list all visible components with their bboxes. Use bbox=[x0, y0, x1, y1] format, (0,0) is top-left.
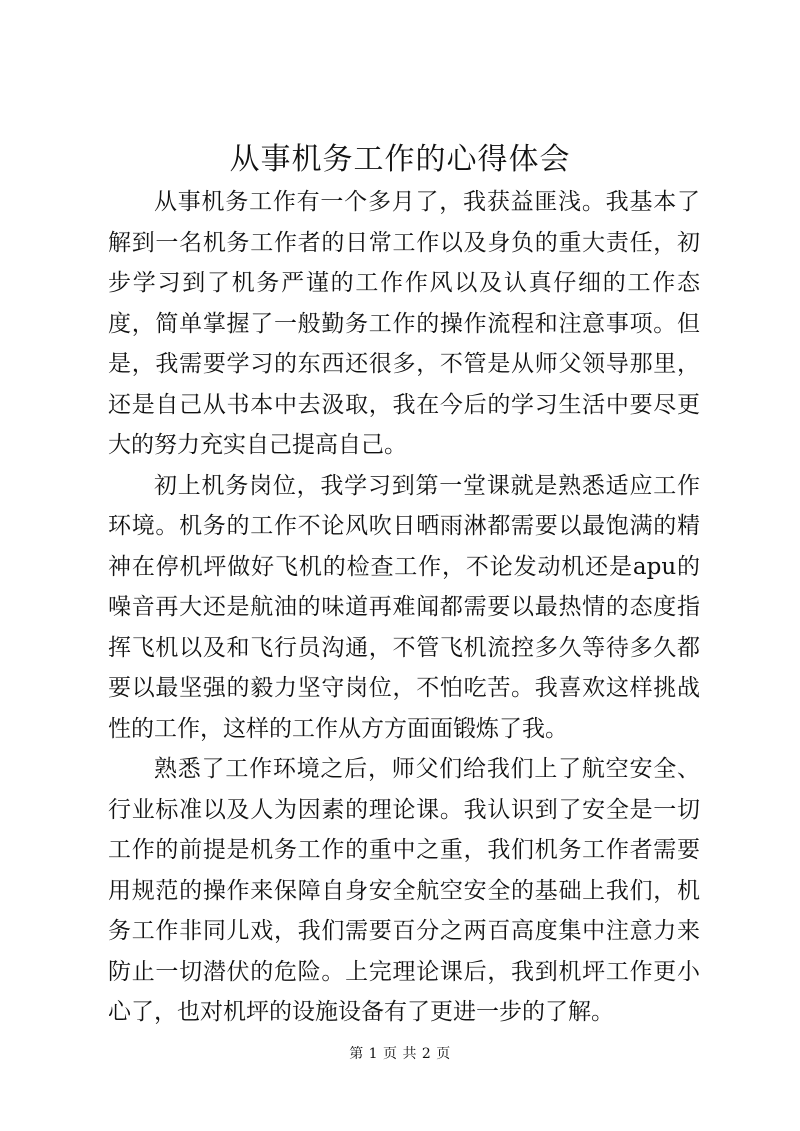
document-body bbox=[108, 182, 700, 1033]
paragraph-2: 初上机务岗位，我学习到第一堂课就是熟悉适应工作环境。机务的工作不论风吹日晒雨淋都需要以最饱满的精神在停机坪做好飞机的检查工作，不论发动机还是apu的噪音再大还是航油的味道再难闻都需要以最热情的态度指挥飞机以及和飞行员沟通，不管飞机流控多久等待多久都要以最坚强的毅力坚守岗位，不怕吃苦。我喜欢这样挑战性的工作，这样的工作从方方面面锻炼了我。 bbox=[108, 472, 700, 742]
paragraph-3: 熟悉了工作环境之后，师父们给我们上了航空安全、行业标准以及人为因素的理论课。我认识到了安全是一切工作的前提是机务工作的重中之重，我们机务工作者需要用规范的操作来保障自身安全航空安全的基础上我们，机务工作非同儿戏，我们需要百分之两百高度集中注意力来防止一切潜伏的危险。上完理论课后，我到机坪工作更小心了，也对机坪的设施设备有了更进一步的了解。 bbox=[108, 756, 700, 1025]
document-title: 从事机务工作的心得体会 bbox=[229, 142, 571, 177]
page-number-footer: 第 1 页 共 2 页 bbox=[349, 1046, 451, 1062]
paragraph-1: 从事机务工作有一个多月了，我获益匪浅。我基本了解到一名机务工作者的日常工作以及身负的重大责任，初步学习到了机务严谨的工作作风以及认真仔细的工作态度，简单掌握了一般勤务工作的操作流程和注意事项。但是，我需要学习的东西还很多，不管是从师父领导那里，还是自己从书本中去汲取，我在今后的学习生活中要尽更大的努力充实自己提高自己。 bbox=[108, 189, 700, 458]
